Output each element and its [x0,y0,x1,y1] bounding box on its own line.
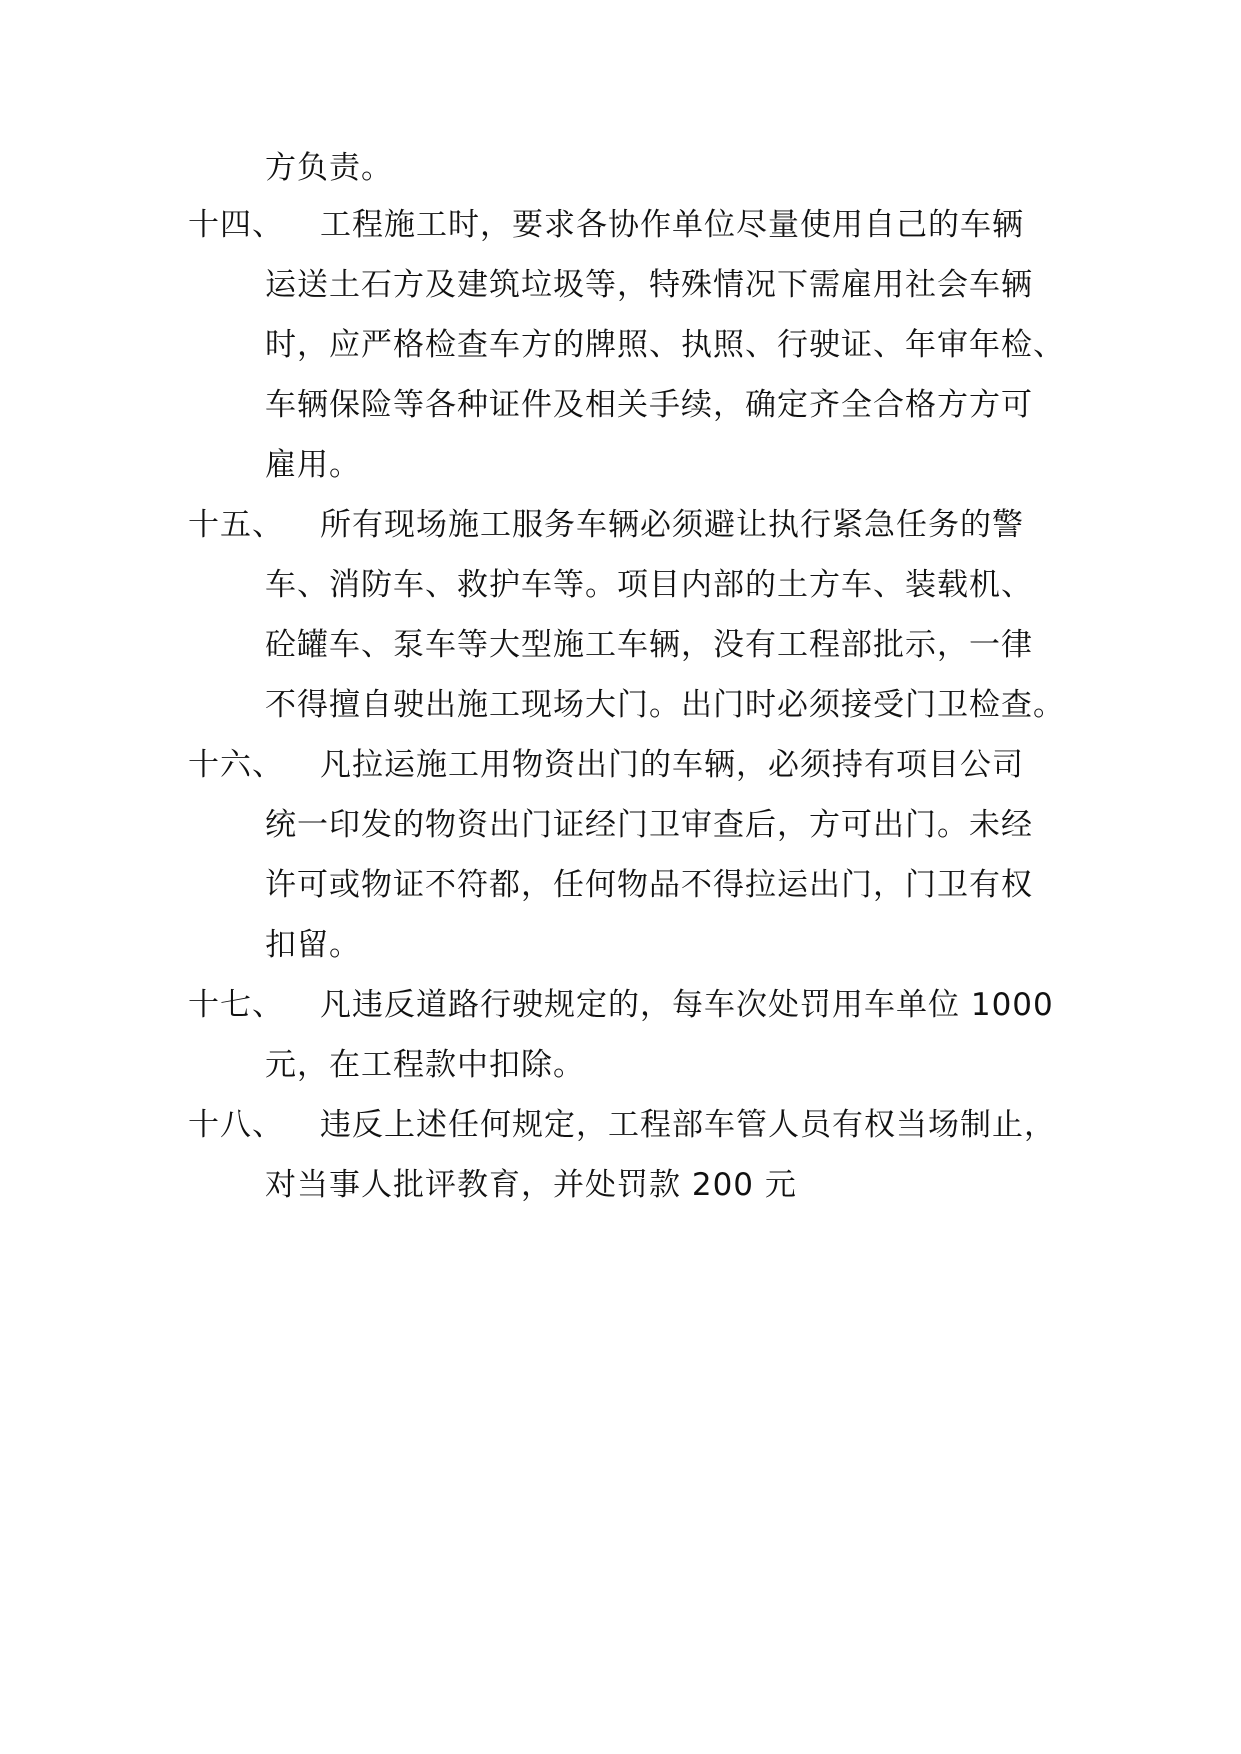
item-16-line-4: 扣留。 [265,927,361,963]
item-15-line-2: 车、消防车、救护车等。项目内部的土方车、装载机、 [265,567,1033,603]
item-15-line-3: 砼罐车、泵车等大型施工车辆，没有工程部批示，一律 [265,627,1033,663]
item-16-line-1: 凡拉运施工用物资出门的车辆，必须持有项目公司 [320,747,1024,783]
item-16-line-2: 统一印发的物资出门证经门卫审查后，方可出门。未经 [265,807,1033,843]
item-number-15: 十五、 [188,507,284,543]
item-number-17: 十七、 [188,987,284,1023]
item-16-line-3: 许可或物证不符都，任何物品不得拉运出门，门卫有权 [265,867,1033,903]
item-15-line-4: 不得擅自驶出施工现场大门。出门时必须接受门卫检查。 [265,687,1065,723]
item-14-line-5: 雇用。 [265,447,361,483]
item-14-line-2: 运送土石方及建筑垃圾等，特殊情况下需雇用社会车辆 [265,267,1033,303]
item-14-line-1: 工程施工时，要求各协作单位尽量使用自己的车辆 [320,207,1024,243]
item-number-16: 十六、 [188,747,284,783]
item-number-18: 十八、 [188,1107,284,1143]
continuation-line: 方负责。 [265,150,393,186]
item-18-line-1: 违反上述任何规定，工程部车管人员有权当场制止， [320,1107,1056,1143]
item-14-line-4: 车辆保险等各种证件及相关手续，确定齐全合格方方可 [265,387,1033,423]
item-number-14: 十四、 [188,207,284,243]
item-17-line-2: 元，在工程款中扣除。 [265,1047,585,1083]
item-14-line-3: 时，应严格检查车方的牌照、执照、行驶证、年审年检、 [265,327,1065,363]
item-18-line-2: 对当事人批评教育，并处罚款 200 元 [265,1167,797,1203]
item-15-line-1: 所有现场施工服务车辆必须避让执行紧急任务的警 [320,507,1024,543]
item-17-line-1: 凡违反道路行驶规定的，每车次处罚用车单位 1000 [320,987,1054,1023]
